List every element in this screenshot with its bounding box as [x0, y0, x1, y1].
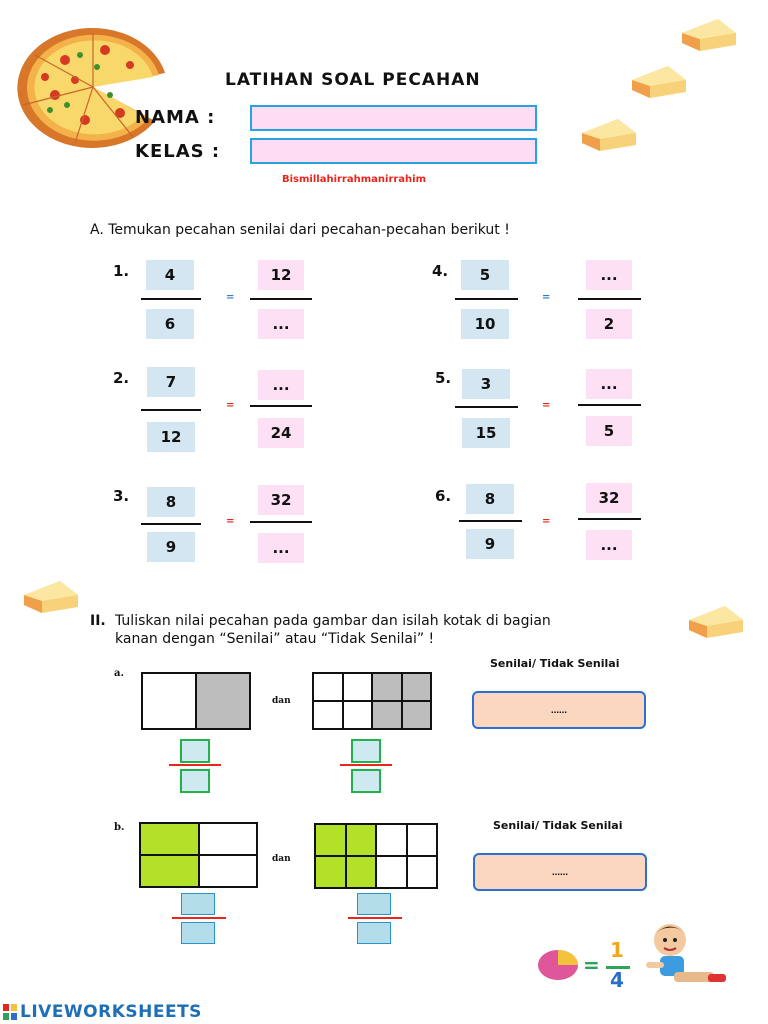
cake-slice-icon	[678, 15, 740, 55]
denominator-box: 15	[462, 418, 510, 448]
answer-numerator-box[interactable]: ...	[258, 370, 304, 400]
fraction-figure-b2	[314, 823, 438, 889]
cake-slice-icon	[578, 115, 640, 155]
answer-numerator-input[interactable]	[351, 739, 381, 763]
answer-denominator-input[interactable]	[357, 922, 391, 944]
answer-numerator-box[interactable]: ...	[586, 260, 632, 290]
fraction-bar	[141, 298, 201, 300]
equals-sign: =	[583, 953, 600, 977]
fraction-bar	[169, 764, 221, 766]
answer-numerator-input[interactable]	[181, 893, 215, 915]
fraction-bar	[348, 917, 402, 919]
item-number: 6.	[435, 487, 452, 505]
problem-b-label: b.	[114, 822, 125, 833]
denominator-box: 10	[461, 309, 509, 339]
section-b-instruction-line2: kanan dengan “Senilai” atau “Tidak Senilai” !	[115, 631, 435, 647]
denominator-box: 6	[146, 309, 194, 339]
numerator-box: 3	[462, 369, 510, 399]
equals-sign: =	[226, 516, 235, 527]
numerator-box: 8	[466, 484, 514, 514]
item-number: 3.	[113, 487, 130, 505]
fraction-bar	[250, 298, 312, 300]
fraction-bar	[578, 518, 641, 520]
answer-denominator-box[interactable]: 5	[586, 416, 632, 446]
answer-numerator-input[interactable]	[180, 739, 210, 763]
brand-text: LIVEWORKSHEETS	[20, 1002, 202, 1022]
greeting-text: Bismillahirrahmanirrahim	[282, 174, 427, 185]
dan-text: dan	[272, 696, 291, 706]
equals-sign: =	[542, 516, 551, 527]
answer-denominator-input[interactable]	[351, 769, 381, 793]
denominator-box: 9	[147, 532, 195, 562]
fraction-bar	[250, 521, 312, 523]
nama-label: NAMA :	[135, 107, 216, 128]
numerator-box: 7	[147, 367, 195, 397]
numerator-box: 5	[461, 260, 509, 290]
answer-denominator-box[interactable]: 2	[586, 309, 632, 339]
equals-sign: =	[542, 292, 551, 303]
equals-sign: =	[542, 400, 551, 411]
fraction-bar	[340, 764, 392, 766]
fraction-numerator: 1	[610, 938, 624, 962]
cake-slice-icon	[628, 62, 690, 102]
problem-a-label: a.	[114, 668, 124, 679]
fraction-bar	[459, 520, 522, 522]
boy-illustration-icon	[638, 918, 738, 996]
fraction-bar	[141, 409, 201, 411]
senilai-answer-box[interactable]: ……	[472, 691, 646, 729]
item-number: 1.	[113, 262, 130, 280]
answer-numerator-box[interactable]: 12	[258, 260, 304, 290]
answer-numerator-box[interactable]: ...	[586, 369, 632, 399]
kelas-label: KELAS :	[135, 141, 221, 162]
page-title: LATIHAN SOAL PECAHAN	[225, 70, 481, 90]
denominator-box: 12	[147, 422, 195, 452]
fraction-bar	[455, 406, 518, 408]
fraction-bar	[250, 405, 312, 407]
fraction-figure-a2	[312, 672, 432, 730]
fraction-bar	[578, 298, 641, 300]
item-number: 5.	[435, 369, 452, 387]
fraction-denominator: 4	[610, 968, 624, 992]
answer-numerator-box[interactable]: 32	[586, 483, 632, 513]
fraction-bar	[141, 523, 201, 525]
answer-denominator-box[interactable]: ...	[258, 309, 304, 339]
section-a-instruction: A. Temukan pecahan senilai dari pecahan-pecahan berikut !	[90, 222, 510, 238]
pie-chart-icon	[536, 947, 580, 983]
fraction-bar	[455, 298, 518, 300]
fraction-figure-a1	[141, 672, 251, 730]
answer-denominator-box[interactable]: ...	[258, 533, 304, 563]
fraction-figure-b1	[139, 822, 258, 888]
fraction-bar	[172, 917, 226, 919]
equals-sign: =	[226, 292, 235, 303]
answer-denominator-box[interactable]: 24	[258, 418, 304, 448]
answer-title: Senilai/ Tidak Senilai	[493, 819, 623, 832]
kelas-input[interactable]	[250, 138, 537, 164]
fraction-bar	[578, 404, 641, 406]
answer-denominator-box[interactable]: ...	[586, 530, 632, 560]
numerator-box: 4	[146, 260, 194, 290]
cake-slice-icon	[20, 577, 82, 617]
section-b-number: II.	[90, 613, 106, 629]
answer-numerator-input[interactable]	[357, 893, 391, 915]
item-number: 2.	[113, 369, 130, 387]
denominator-box: 9	[466, 529, 514, 559]
dan-text: dan	[272, 854, 291, 864]
answer-denominator-input[interactable]	[181, 922, 215, 944]
numerator-box: 8	[147, 487, 195, 517]
answer-title: Senilai/ Tidak Senilai	[490, 657, 620, 670]
nama-input[interactable]	[250, 105, 537, 131]
equals-sign: =	[226, 400, 235, 411]
liveworksheets-logo-icon	[2, 1003, 18, 1021]
senilai-answer-box[interactable]: ……	[473, 853, 647, 891]
answer-denominator-input[interactable]	[180, 769, 210, 793]
item-number: 4.	[432, 262, 449, 280]
pizza-icon	[15, 25, 170, 150]
liveworksheets-logo	[2, 1002, 202, 1022]
section-b-instruction-line1: Tuliskan nilai pecahan pada gambar dan isilah kotak di bagian	[115, 613, 551, 629]
answer-numerator-box[interactable]: 32	[258, 485, 304, 515]
cake-slice-icon	[685, 602, 747, 642]
